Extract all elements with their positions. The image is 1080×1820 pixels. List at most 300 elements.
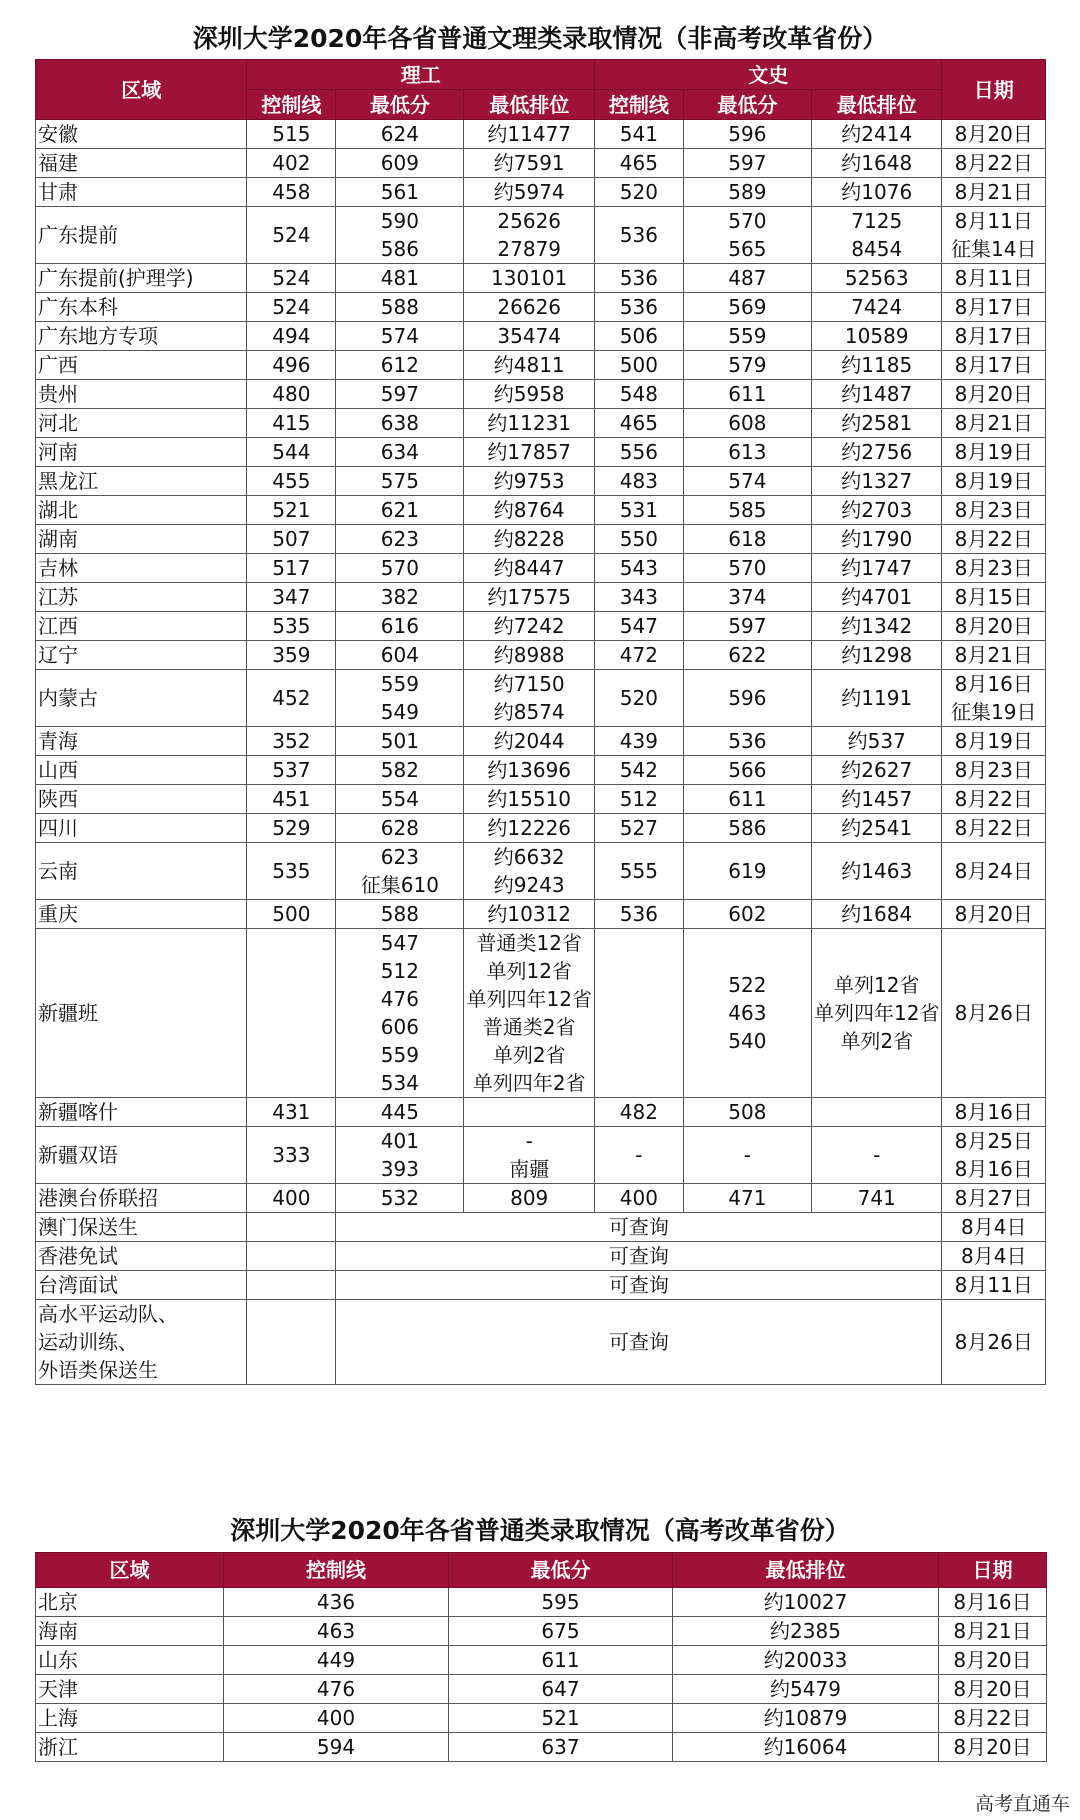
table-row — [36, 409, 1046, 438]
control-line-cell: 463 — [224, 1617, 449, 1646]
science-control-line-cell: 535 — [247, 612, 336, 641]
science-min-rank-cell: 约8447 — [464, 554, 594, 583]
date-cell: 8月21日 — [942, 641, 1046, 670]
arts-control-line-cell: 536 — [594, 264, 683, 293]
science-min-rank-cell: 约9753 — [464, 467, 594, 496]
table-row — [36, 727, 1046, 756]
arts-min-rank-cell: 单列12省 单列四年12省 单列2省 — [812, 929, 942, 1098]
science-control-line-cell: 431 — [247, 1098, 336, 1127]
science-control-line-cell: 535 — [247, 843, 336, 900]
arts-control-line-cell: 531 — [594, 496, 683, 525]
query-available-cell: 可查询 — [336, 1242, 942, 1271]
table-row — [36, 1127, 1046, 1184]
region-cell: 江苏 — [36, 583, 247, 612]
science-control-line-cell: 524 — [247, 207, 336, 264]
science-min-score-cell: 481 — [336, 264, 464, 293]
arts-min-score-cell: 471 — [683, 1184, 811, 1213]
science-min-score-cell: 445 — [336, 1098, 464, 1127]
table-row — [36, 264, 1046, 293]
arts-control-line-cell: 527 — [594, 814, 683, 843]
science-min-score-cell: 582 — [336, 756, 464, 785]
arts-min-rank-cell: 52563 — [812, 264, 942, 293]
min-score-cell: 647 — [449, 1675, 673, 1704]
date-cell: 8月20日 — [942, 612, 1046, 641]
date-cell: 8月22日 — [939, 1704, 1047, 1733]
header-control-line: 控制线 — [594, 90, 683, 120]
arts-min-rank-cell: - — [812, 1127, 942, 1184]
arts-min-rank-cell: 约1342 — [812, 612, 942, 641]
science-control-line-cell: 529 — [247, 814, 336, 843]
region-cell: 新疆双语 — [36, 1127, 247, 1184]
table-row — [36, 1704, 1047, 1733]
science-min-rank-cell: 约10312 — [464, 900, 594, 929]
date-cell: 8月21日 — [942, 409, 1046, 438]
arts-control-line-cell: 555 — [594, 843, 683, 900]
science-control-line-cell: 537 — [247, 756, 336, 785]
region-cell: 河南 — [36, 438, 247, 467]
region-cell: 江西 — [36, 612, 247, 641]
region-cell: 上海 — [36, 1704, 224, 1733]
arts-min-rank-cell: 约2541 — [812, 814, 942, 843]
arts-min-score-cell: 536 — [683, 727, 811, 756]
science-min-score-cell: 604 — [336, 641, 464, 670]
science-control-line-cell: 451 — [247, 785, 336, 814]
science-min-rank-cell: 约7150 约8574 — [464, 670, 594, 727]
arts-min-rank-cell: 7424 — [812, 293, 942, 322]
arts-control-line-cell: 536 — [594, 900, 683, 929]
min-score-cell: 595 — [449, 1588, 673, 1617]
min-rank-cell: 约2385 — [673, 1617, 939, 1646]
arts-control-line-cell: 465 — [594, 149, 683, 178]
arts-min-score-cell: 574 — [683, 467, 811, 496]
science-min-rank-cell: 约5958 — [464, 380, 594, 409]
region-cell: 广西 — [36, 351, 247, 380]
science-min-rank-cell: 约11231 — [464, 409, 594, 438]
empty-cell — [247, 1271, 336, 1300]
arts-min-score-cell: 522 463 540 — [683, 929, 811, 1098]
date-cell: 8月24日 — [942, 843, 1046, 900]
watermark: 高考直通车 — [974, 1793, 1070, 1815]
arts-min-rank-cell — [812, 1098, 942, 1127]
arts-min-rank-cell: 约4701 — [812, 583, 942, 612]
arts-control-line-cell: 536 — [594, 207, 683, 264]
region-cell: 海南 — [36, 1617, 224, 1646]
arts-min-score-cell: 586 — [683, 814, 811, 843]
empty-cell — [247, 1300, 336, 1385]
science-control-line-cell: 352 — [247, 727, 336, 756]
science-control-line-cell: 496 — [247, 351, 336, 380]
arts-control-line-cell: 439 — [594, 727, 683, 756]
table-row — [36, 438, 1046, 467]
science-min-score-cell: 588 — [336, 900, 464, 929]
header-region: 区域 — [36, 60, 247, 120]
date-cell: 8月19日 — [942, 727, 1046, 756]
header-date: 日期 — [939, 1553, 1047, 1588]
arts-min-rank-cell: 约1747 — [812, 554, 942, 583]
science-min-rank-cell: 约8764 — [464, 496, 594, 525]
arts-min-score-cell: 597 — [683, 612, 811, 641]
arts-min-score-cell: 602 — [683, 900, 811, 929]
arts-min-rank-cell: 约1457 — [812, 785, 942, 814]
science-min-score-cell: 575 — [336, 467, 464, 496]
region-cell: 重庆 — [36, 900, 247, 929]
region-cell: 香港免试 — [36, 1242, 247, 1271]
arts-control-line-cell: 500 — [594, 351, 683, 380]
date-cell: 8月23日 — [942, 496, 1046, 525]
header-min-rank: 最低排位 — [673, 1553, 939, 1588]
min-rank-cell: 约20033 — [673, 1646, 939, 1675]
region-cell: 广东提前(护理学) — [36, 264, 247, 293]
date-cell: 8月25日 8月16日 — [942, 1127, 1046, 1184]
arts-min-score-cell: 569 — [683, 293, 811, 322]
date-cell: 8月22日 — [942, 814, 1046, 843]
region-cell: 陕西 — [36, 785, 247, 814]
arts-min-score-cell: 585 — [683, 496, 811, 525]
region-cell: 湖北 — [36, 496, 247, 525]
arts-min-score-cell: 508 — [683, 1098, 811, 1127]
science-control-line-cell: 507 — [247, 525, 336, 554]
date-cell: 8月20日 — [942, 380, 1046, 409]
arts-min-score-cell: 596 — [683, 120, 811, 149]
science-control-line-cell: 480 — [247, 380, 336, 409]
date-cell: 8月22日 — [942, 149, 1046, 178]
date-cell: 8月17日 — [942, 351, 1046, 380]
science-min-rank-cell: 约13696 — [464, 756, 594, 785]
date-cell: 8月17日 — [942, 293, 1046, 322]
science-min-rank-cell: 35474 — [464, 322, 594, 351]
science-min-score-cell: 597 — [336, 380, 464, 409]
science-control-line-cell: 347 — [247, 583, 336, 612]
science-control-line-cell: 333 — [247, 1127, 336, 1184]
arts-min-rank-cell: 约2581 — [812, 409, 942, 438]
table-row — [36, 583, 1046, 612]
arts-min-score-cell: 619 — [683, 843, 811, 900]
date-cell: 8月16日 — [942, 1098, 1046, 1127]
table-row — [36, 785, 1046, 814]
date-cell: 8月20日 — [939, 1733, 1047, 1762]
arts-control-line-cell: - — [594, 1127, 683, 1184]
arts-control-line-cell — [594, 929, 683, 1098]
table-row — [36, 1675, 1047, 1704]
table-row — [36, 641, 1046, 670]
region-cell: 港澳台侨联招 — [36, 1184, 247, 1213]
science-control-line-cell — [247, 929, 336, 1098]
table-row — [36, 756, 1046, 785]
table-row — [36, 1184, 1046, 1213]
science-min-score-cell: 623 征集610 — [336, 843, 464, 900]
science-min-rank-cell — [464, 1098, 594, 1127]
region-cell: 浙江 — [36, 1733, 224, 1762]
table-row — [36, 525, 1046, 554]
date-cell: 8月4日 — [942, 1213, 1046, 1242]
science-control-line-cell: 494 — [247, 322, 336, 351]
arts-min-score-cell: 559 — [683, 322, 811, 351]
arts-control-line-cell: 512 — [594, 785, 683, 814]
science-min-score-cell: 382 — [336, 583, 464, 612]
date-cell: 8月26日 — [942, 929, 1046, 1098]
header-arts: 文史 — [594, 60, 942, 90]
arts-min-score-cell: 374 — [683, 583, 811, 612]
table-row — [36, 293, 1046, 322]
science-control-line-cell: 524 — [247, 293, 336, 322]
header-region: 区域 — [36, 1553, 224, 1588]
science-min-score-cell: 628 — [336, 814, 464, 843]
arts-min-score-cell: - — [683, 1127, 811, 1184]
table-row — [36, 1271, 1046, 1300]
control-line-cell: 476 — [224, 1675, 449, 1704]
arts-control-line-cell: 400 — [594, 1184, 683, 1213]
science-control-line-cell: 455 — [247, 467, 336, 496]
query-available-cell: 可查询 — [336, 1300, 942, 1385]
arts-min-rank-cell: 约2703 — [812, 496, 942, 525]
arts-control-line-cell: 520 — [594, 178, 683, 207]
control-line-cell: 594 — [224, 1733, 449, 1762]
empty-cell — [247, 1242, 336, 1271]
arts-min-rank-cell: 741 — [812, 1184, 942, 1213]
region-cell: 内蒙古 — [36, 670, 247, 727]
science-min-rank-cell: 809 — [464, 1184, 594, 1213]
science-min-score-cell: 590 586 — [336, 207, 464, 264]
table-row — [36, 1617, 1047, 1646]
arts-control-line-cell: 548 — [594, 380, 683, 409]
table-row — [36, 120, 1046, 149]
date-cell: 8月22日 — [942, 785, 1046, 814]
science-min-rank-cell: 25626 27879 — [464, 207, 594, 264]
date-cell: 8月11日 — [942, 264, 1046, 293]
science-min-score-cell: 616 — [336, 612, 464, 641]
region-cell: 四川 — [36, 814, 247, 843]
region-cell: 福建 — [36, 149, 247, 178]
arts-control-line-cell: 472 — [594, 641, 683, 670]
arts-control-line-cell: 506 — [594, 322, 683, 351]
date-cell: 8月20日 — [942, 120, 1046, 149]
science-min-score-cell: 638 — [336, 409, 464, 438]
arts-min-rank-cell: 约1487 — [812, 380, 942, 409]
table-row — [36, 814, 1046, 843]
date-cell: 8月20日 — [942, 900, 1046, 929]
arts-min-rank-cell: 约1298 — [812, 641, 942, 670]
date-cell: 8月23日 — [942, 756, 1046, 785]
arts-min-rank-cell: 约1684 — [812, 900, 942, 929]
table-row — [36, 929, 1046, 1098]
science-min-score-cell: 532 — [336, 1184, 464, 1213]
arts-min-score-cell: 579 — [683, 351, 811, 380]
science-min-rank-cell: 约4811 — [464, 351, 594, 380]
table-row — [36, 670, 1046, 727]
date-cell: 8月26日 — [942, 1300, 1046, 1385]
date-cell: 8月17日 — [942, 322, 1046, 351]
arts-min-rank-cell: 约1185 — [812, 351, 942, 380]
science-control-line-cell: 521 — [247, 496, 336, 525]
science-min-rank-cell: 普通类12省 单列12省 单列四年12省 普通类2省 单列2省 单列四年2省 — [464, 929, 594, 1098]
region-cell: 吉林 — [36, 554, 247, 583]
science-min-score-cell: 547 512 476 606 559 534 — [336, 929, 464, 1098]
region-cell: 辽宁 — [36, 641, 247, 670]
region-cell: 新疆班 — [36, 929, 247, 1098]
science-min-rank-cell: 约8988 — [464, 641, 594, 670]
control-line-cell: 436 — [224, 1588, 449, 1617]
arts-min-score-cell: 596 — [683, 670, 811, 727]
date-cell: 8月20日 — [939, 1646, 1047, 1675]
arts-min-score-cell: 622 — [683, 641, 811, 670]
table-row — [36, 322, 1046, 351]
arts-min-rank-cell: 约1648 — [812, 149, 942, 178]
arts-control-line-cell: 343 — [594, 583, 683, 612]
region-cell: 高水平运动队、 运动训练、 外语类保送生 — [36, 1300, 247, 1385]
arts-min-score-cell: 570 565 — [683, 207, 811, 264]
science-min-rank-cell: 约5974 — [464, 178, 594, 207]
science-min-rank-cell: 约12226 — [464, 814, 594, 843]
science-min-rank-cell: 约7591 — [464, 149, 594, 178]
region-cell: 湖南 — [36, 525, 247, 554]
header-control-line: 控制线 — [224, 1553, 449, 1588]
science-min-score-cell: 554 — [336, 785, 464, 814]
date-cell: 8月11日 — [942, 1271, 1046, 1300]
science-min-score-cell: 570 — [336, 554, 464, 583]
table-row — [36, 1300, 1046, 1385]
arts-min-rank-cell: 约2627 — [812, 756, 942, 785]
arts-min-rank-cell: 约1191 — [812, 670, 942, 727]
header-min-score: 最低分 — [683, 90, 811, 120]
arts-control-line-cell: 482 — [594, 1098, 683, 1127]
arts-min-score-cell: 589 — [683, 178, 811, 207]
date-cell: 8月21日 — [939, 1617, 1047, 1646]
arts-control-line-cell: 547 — [594, 612, 683, 641]
arts-min-rank-cell: 10589 — [812, 322, 942, 351]
table-row — [36, 178, 1046, 207]
query-available-cell: 可查询 — [336, 1271, 942, 1300]
science-min-score-cell: 624 — [336, 120, 464, 149]
date-cell: 8月21日 — [942, 178, 1046, 207]
science-min-rank-cell: 26626 — [464, 293, 594, 322]
arts-min-rank-cell: 约1463 — [812, 843, 942, 900]
date-cell: 8月23日 — [942, 554, 1046, 583]
date-cell: 8月4日 — [942, 1242, 1046, 1271]
science-control-line-cell: 415 — [247, 409, 336, 438]
min-score-cell: 611 — [449, 1646, 673, 1675]
arts-min-rank-cell: 约1076 — [812, 178, 942, 207]
table-row — [36, 1588, 1047, 1617]
date-cell: 8月16日 征集19日 — [942, 670, 1046, 727]
arts-min-rank-cell: 约2756 — [812, 438, 942, 467]
science-min-score-cell: 634 — [336, 438, 464, 467]
region-cell: 台湾面试 — [36, 1271, 247, 1300]
min-rank-cell: 约16064 — [673, 1733, 939, 1762]
arts-min-score-cell: 487 — [683, 264, 811, 293]
region-cell: 广东地方专项 — [36, 322, 247, 351]
region-cell: 澳门保送生 — [36, 1213, 247, 1242]
table2-title: 深圳大学2020年各省普通类录取情况（高考改革省份） — [230, 1516, 850, 1545]
header-science: 理工 — [247, 60, 595, 90]
region-cell: 山西 — [36, 756, 247, 785]
science-min-score-cell: 559 549 — [336, 670, 464, 727]
date-cell: 8月19日 — [942, 467, 1046, 496]
header-min-score: 最低分 — [449, 1553, 673, 1588]
query-available-cell: 可查询 — [336, 1213, 942, 1242]
region-cell: 天津 — [36, 1675, 224, 1704]
header-min-rank: 最低排位 — [464, 90, 594, 120]
science-min-rank-cell: 约17575 — [464, 583, 594, 612]
science-min-score-cell: 501 — [336, 727, 464, 756]
table-row — [36, 612, 1046, 641]
science-min-score-cell: 623 — [336, 525, 464, 554]
table-row — [36, 1213, 1046, 1242]
table-row — [36, 1242, 1046, 1271]
date-cell: 8月27日 — [942, 1184, 1046, 1213]
table-row — [36, 351, 1046, 380]
science-min-rank-cell: 约8228 — [464, 525, 594, 554]
science-control-line-cell: 400 — [247, 1184, 336, 1213]
arts-control-line-cell: 483 — [594, 467, 683, 496]
min-rank-cell: 约5479 — [673, 1675, 939, 1704]
science-control-line-cell: 458 — [247, 178, 336, 207]
science-min-score-cell: 574 — [336, 322, 464, 351]
science-min-rank-cell: 约17857 — [464, 438, 594, 467]
table-row — [36, 207, 1046, 264]
science-control-line-cell: 517 — [247, 554, 336, 583]
arts-min-score-cell: 611 — [683, 380, 811, 409]
arts-control-line-cell: 541 — [594, 120, 683, 149]
science-control-line-cell: 500 — [247, 900, 336, 929]
arts-min-rank-cell: 约1327 — [812, 467, 942, 496]
science-min-rank-cell: - 南疆 — [464, 1127, 594, 1184]
science-control-line-cell: 524 — [247, 264, 336, 293]
region-cell: 新疆喀什 — [36, 1098, 247, 1127]
science-min-rank-cell: 约2044 — [464, 727, 594, 756]
control-line-cell: 449 — [224, 1646, 449, 1675]
arts-min-score-cell: 608 — [683, 409, 811, 438]
header-control-line: 控制线 — [247, 90, 336, 120]
arts-min-score-cell: 618 — [683, 525, 811, 554]
science-control-line-cell: 359 — [247, 641, 336, 670]
date-cell: 8月20日 — [939, 1675, 1047, 1704]
arts-min-score-cell: 613 — [683, 438, 811, 467]
science-min-rank-cell: 约6632 约9243 — [464, 843, 594, 900]
min-score-cell: 521 — [449, 1704, 673, 1733]
header-min-score: 最低分 — [336, 90, 464, 120]
science-min-rank-cell: 130101 — [464, 264, 594, 293]
science-min-score-cell: 621 — [336, 496, 464, 525]
science-min-rank-cell: 约11477 — [464, 120, 594, 149]
reform-admission-table — [35, 1552, 1047, 1762]
science-control-line-cell: 515 — [247, 120, 336, 149]
date-cell: 8月22日 — [942, 525, 1046, 554]
date-cell: 8月16日 — [939, 1588, 1047, 1617]
min-rank-cell: 约10879 — [673, 1704, 939, 1733]
science-control-line-cell: 452 — [247, 670, 336, 727]
arts-control-line-cell: 465 — [594, 409, 683, 438]
region-cell: 山东 — [36, 1646, 224, 1675]
science-min-score-cell: 609 — [336, 149, 464, 178]
arts-control-line-cell: 536 — [594, 293, 683, 322]
arts-min-score-cell: 566 — [683, 756, 811, 785]
table-row — [36, 149, 1046, 178]
non-reform-admission-table — [35, 59, 1046, 1385]
arts-min-rank-cell: 7125 8454 — [812, 207, 942, 264]
arts-min-rank-cell: 约2414 — [812, 120, 942, 149]
empty-cell — [247, 1213, 336, 1242]
table-row — [36, 1646, 1047, 1675]
arts-min-rank-cell: 约537 — [812, 727, 942, 756]
region-cell: 云南 — [36, 843, 247, 900]
table-row — [36, 554, 1046, 583]
table-row — [36, 380, 1046, 409]
min-score-cell: 675 — [449, 1617, 673, 1646]
arts-control-line-cell: 520 — [594, 670, 683, 727]
arts-control-line-cell: 550 — [594, 525, 683, 554]
table-row — [36, 467, 1046, 496]
arts-control-line-cell: 556 — [594, 438, 683, 467]
